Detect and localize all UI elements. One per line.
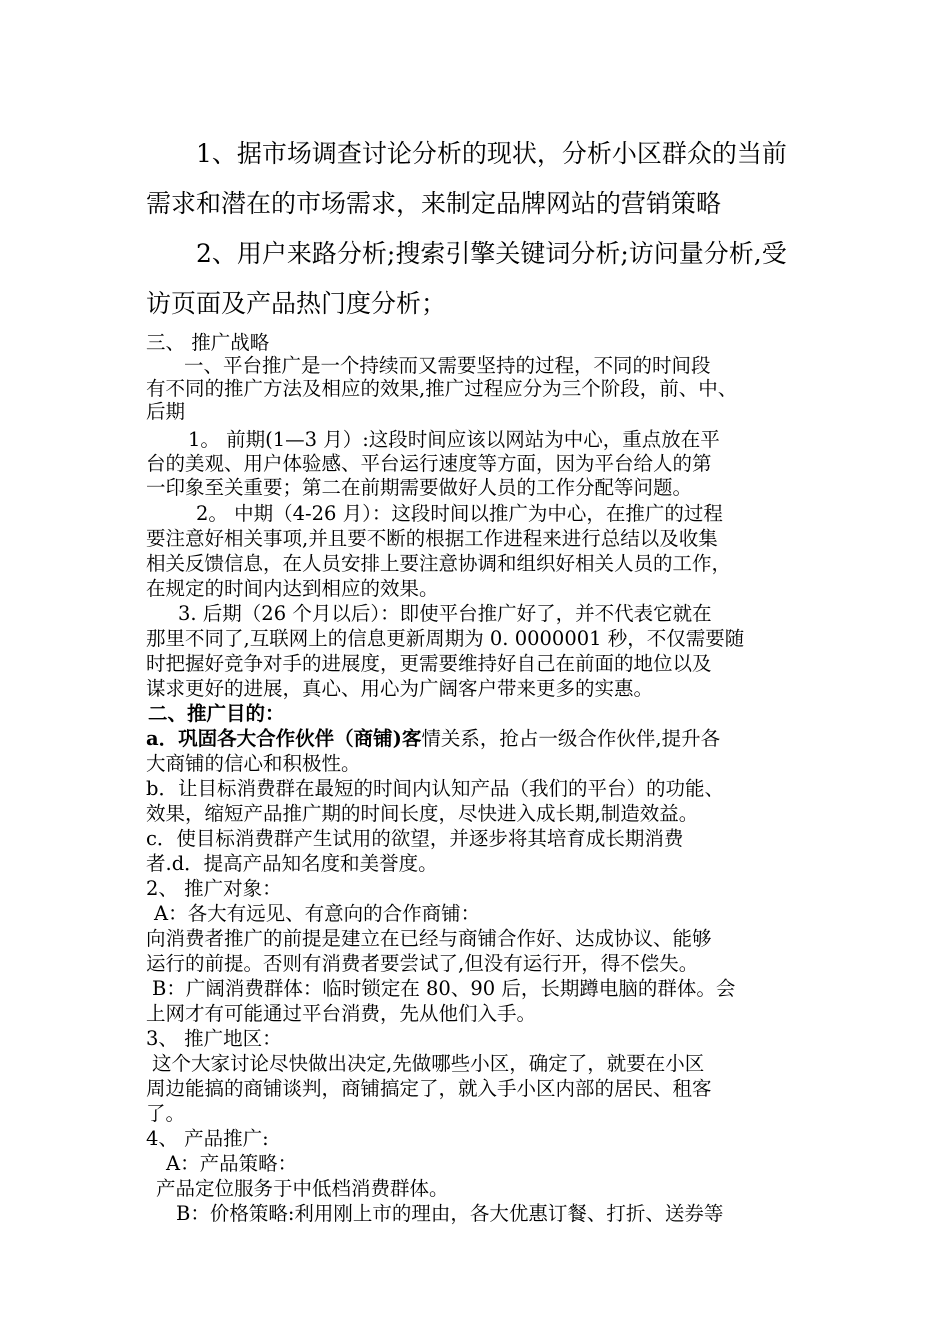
purpose-a-rest: 情关系，抢占一级合作伙伴,提升各 [421,727,721,750]
intro-line-3: 2、用户来路分析;搜索引擎关键词分析;访问量分析,受 [196,239,787,268]
body-line: b．让目标消费群在最短的时间内认知产品（我们的平台）的功能、 [146,777,724,800]
body-line: 一印象至关重要；第二在前期需要做好人员的工作分配等问题。 [146,476,693,499]
body-line: 了。 [146,1102,186,1125]
section-heading-strategy: 三、 推广战略 [146,331,270,354]
body-line: 相关反馈信息，在人员安排上要注意协调和组织好相关人员的工作， [146,552,732,575]
section-heading-product: 4、 产品推广: [146,1127,269,1150]
body-line: 2。 中期（4-26 月）：这段时间以推广为中心，在推广的过程 [196,502,723,525]
body-line: 这个大家讨论尽快做出决定,先做哪些小区，确定了，就要在小区 [152,1052,705,1075]
body-line: A：产品策略： [166,1152,298,1175]
purpose-a-bold: a．巩固各大合作伙伴（商铺)客 [146,727,422,750]
body-line: B：价格策略:利用刚上市的理由，各大优惠订餐、打折、送券等 [176,1202,724,1225]
intro-line-2: 需求和潜在的市场需求，来制定品牌网站的营销策略 [146,189,722,218]
body-line: 大商铺的信心和积极性。 [146,752,361,775]
body-line: 在规定的时间内达到相应的效果。 [146,577,439,600]
section-heading-purpose: 二、推广目的： [148,702,285,725]
body-line: 产品定位服务于中低档消费群体。 [156,1177,449,1200]
intro-line-1: 1、据市场调查讨论分析的现状，分析小区群众的当前 [196,139,787,168]
body-line: 运行的前提。否则有消费者要尝试了,但没有运行开，得不偿失。 [146,952,699,975]
body-line: 谋求更好的进展，真心、用心为广阔客户带来更多的实惠。 [146,677,654,700]
body-line: 3. 后期（26 个月以后）：即使平台推广好了，并不代表它就在 [178,602,712,625]
body-line: 有不同的推广方法及相应的效果,推广过程应分为三个阶段，前、中、 [146,377,738,400]
body-line: 者.d．提高产品知名度和美誉度。 [146,852,438,875]
body-line: 台的美观、用户体验感、平台运行速度等方面，因为平台给人的第 [146,452,712,475]
body-line: A：各大有远见、有意向的合作商铺： [154,902,481,925]
body-line: 上网才有可能通过平台消费，先从他们入手。 [146,1002,537,1025]
body-line: 那里不同了,互联网上的信息更新周期为 0. 0000001 秒，不仅需要随 [146,627,745,650]
body-line: 一、平台推广是一个持续而又需要坚持的过程，不同的时间段 [184,354,711,377]
body-line: 1。 前期(1—3 月）:这段时间应该以网站为中心，重点放在平 [188,428,720,451]
body-line: 周边能搞的商铺谈判，商铺搞定了，就入手小区内部的居民、租客 [146,1077,712,1100]
body-line: c．使目标消费群产生试用的欲望，并逐步将其培育成长期消费 [146,827,684,850]
body-line: 要注意好相关事项,并且要不断的根据工作进程来进行总结以及收集 [146,527,718,550]
body-line: B：广阔消费群体：临时锁定在 80、90 后，长期蹲电脑的群体。会 [152,977,736,1000]
section-heading-audience: 2、 推广对象： [146,877,282,900]
body-line: 向消费者推广的前提是建立在已经与商铺合作好、达成协议、能够 [146,927,712,950]
body-line: 时把握好竞争对手的进展度，更需要维持好自己在前面的地位以及 [146,652,712,675]
body-line: 效果，缩短产品推广期的时间长度，尽快进入成长期,制造效益。 [146,802,699,825]
purpose-line-a [146,723,720,751]
body-line: 后期 [146,400,186,423]
section-heading-region: 3、 推广地区： [146,1027,282,1050]
intro-line-4: 访页面及产品热门度分析； [146,289,447,318]
